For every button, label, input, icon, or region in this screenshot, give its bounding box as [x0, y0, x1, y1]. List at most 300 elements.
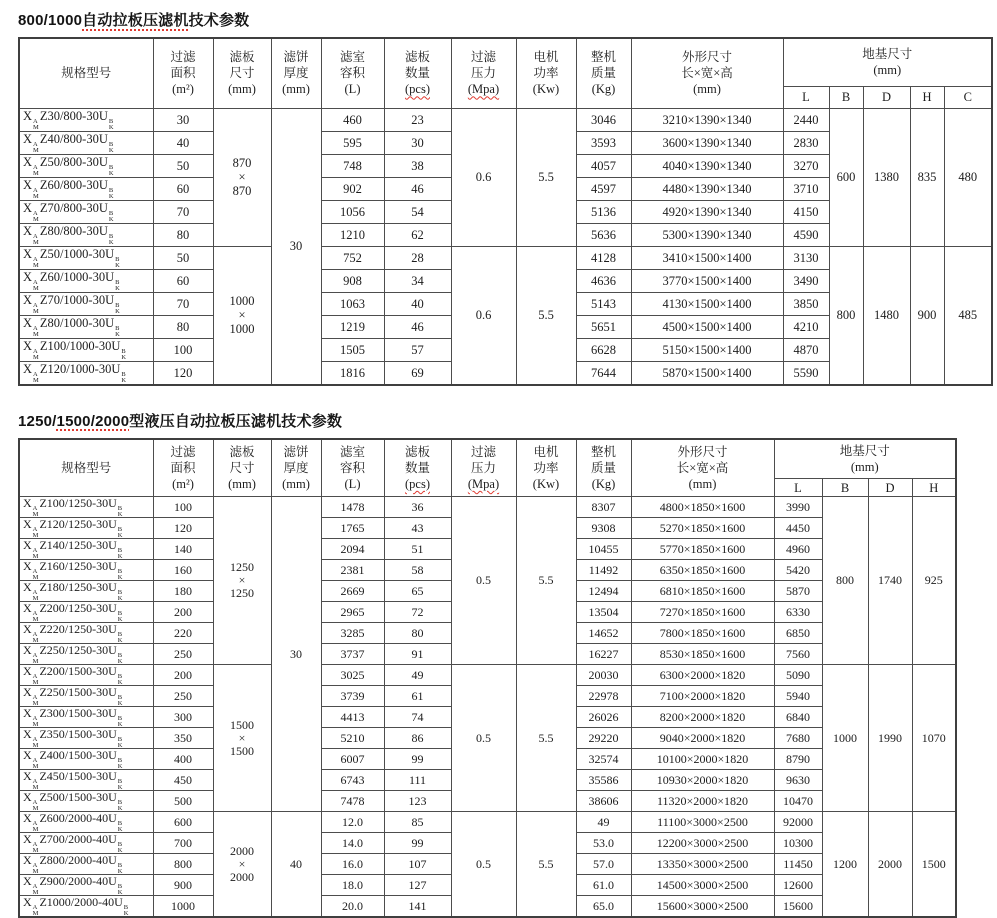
- model-cell: X A M Z40/800-30U B K: [19, 131, 153, 154]
- value-cell: 141: [384, 896, 451, 918]
- value-cell: 35586: [576, 770, 631, 791]
- value-cell: 5870: [774, 581, 822, 602]
- model-affix: B K: [124, 905, 129, 916]
- unit-label: (pcs): [405, 477, 430, 491]
- model-affix: A M: [33, 737, 39, 748]
- value-cell: 40: [384, 292, 451, 315]
- value-cell: 0.5: [451, 497, 516, 665]
- model-affix: B K: [121, 349, 126, 360]
- value-cell: 4636: [576, 269, 631, 292]
- model-cell: X A M Z900/2000-40U B K: [19, 875, 153, 896]
- value-cell: 30: [153, 108, 213, 131]
- value-cell: 4450: [774, 518, 822, 539]
- value-cell: 1200: [822, 812, 868, 918]
- model-affix: A M: [33, 695, 39, 706]
- value-cell: 111: [384, 770, 451, 791]
- value-cell: 3737: [321, 644, 384, 665]
- value-cell: 13350×3000×2500: [631, 854, 774, 875]
- value-cell: 600: [153, 812, 213, 833]
- model-affix: B K: [118, 506, 123, 517]
- value-cell: 3739: [321, 686, 384, 707]
- value-cell: 5150×1500×1400: [631, 338, 783, 361]
- value-cell: 20030: [576, 665, 631, 686]
- col-header-B: B: [822, 479, 868, 497]
- value-cell: 10455: [576, 539, 631, 560]
- model-affix: A M: [33, 119, 39, 130]
- value-cell: 72: [384, 602, 451, 623]
- model-affix: A M: [33, 569, 39, 580]
- value-cell: 5651: [576, 315, 631, 338]
- model-cell: X A M Z120/1000-30U B K: [19, 361, 153, 385]
- table1-title: [18, 0, 997, 30]
- value-cell: 8307: [576, 497, 631, 518]
- model-cell: X A M Z1000/2000-40U B K: [19, 896, 153, 918]
- value-cell: 34: [384, 269, 451, 292]
- value-cell: 1000 × 1000: [213, 246, 271, 385]
- model-cell: X A M Z500/1500-30U B K: [19, 791, 153, 812]
- col-header-cake: 滤饼 厚度 (mm): [271, 38, 321, 108]
- model-affix: B K: [118, 800, 123, 811]
- value-cell: 38606: [576, 791, 631, 812]
- value-cell: 2965: [321, 602, 384, 623]
- value-cell: 86: [384, 728, 451, 749]
- value-cell: 30: [271, 497, 321, 812]
- value-cell: 5770×1850×1600: [631, 539, 774, 560]
- model-cell: X A M Z160/1250-30U B K: [19, 560, 153, 581]
- value-cell: 57: [384, 338, 451, 361]
- value-cell: 1250 × 1250: [213, 497, 271, 665]
- value-cell: 100: [153, 338, 213, 361]
- col-header-weight: 整机 质量 (Kg): [576, 38, 631, 108]
- value-cell: 1816: [321, 361, 384, 385]
- model-affix: A M: [33, 211, 39, 222]
- col-header-pressure: 过滤 压力 (Mpa): [451, 38, 516, 108]
- value-cell: 80: [384, 623, 451, 644]
- value-cell: 908: [321, 269, 384, 292]
- model-affix: A M: [33, 842, 39, 853]
- unit-label: (L): [345, 477, 361, 491]
- col-header-H: H: [912, 479, 956, 497]
- value-cell: 50: [153, 246, 213, 269]
- model-cell: X A M Z300/1500-30U B K: [19, 707, 153, 728]
- model-cell: X A M Z140/1250-30U B K: [19, 539, 153, 560]
- value-cell: 5090: [774, 665, 822, 686]
- value-cell: 4597: [576, 177, 631, 200]
- value-cell: 800: [153, 854, 213, 875]
- value-cell: 18.0: [321, 875, 384, 896]
- value-cell: 5136: [576, 200, 631, 223]
- value-cell: 300: [153, 707, 213, 728]
- model-affix: A M: [33, 821, 39, 832]
- model-affix: A M: [33, 674, 39, 685]
- value-cell: 6840: [774, 707, 822, 728]
- model-affix: B K: [118, 884, 123, 895]
- value-cell: 74: [384, 707, 451, 728]
- value-cell: 10100×2000×1820: [631, 749, 774, 770]
- value-cell: 36: [384, 497, 451, 518]
- model-affix: B K: [121, 372, 126, 383]
- value-cell: 2830: [783, 131, 829, 154]
- value-cell: 49: [384, 665, 451, 686]
- value-cell: 1740: [868, 497, 912, 665]
- value-cell: 60: [153, 177, 213, 200]
- value-cell: 51: [384, 539, 451, 560]
- value-cell: 60: [153, 269, 213, 292]
- model-affix: B K: [109, 142, 114, 153]
- value-cell: 460: [321, 108, 384, 131]
- value-cell: 5.5: [516, 497, 576, 665]
- model-affix: B K: [118, 779, 123, 790]
- model-cell: X A M Z120/1250-30U B K: [19, 518, 153, 539]
- model-cell: X A M Z70/800-30U B K: [19, 200, 153, 223]
- unit-label: (Mpa): [468, 477, 499, 491]
- value-cell: 752: [321, 246, 384, 269]
- value-cell: 0.6: [451, 108, 516, 246]
- value-cell: 14.0: [321, 833, 384, 854]
- spec-row: [19, 665, 956, 686]
- model-affix: B K: [109, 165, 114, 176]
- model-affix: A M: [33, 372, 39, 383]
- model-affix: B K: [109, 211, 114, 222]
- model-cell: X A M Z400/1500-30U B K: [19, 749, 153, 770]
- value-cell: 53.0: [576, 833, 631, 854]
- value-cell: 3270: [783, 154, 829, 177]
- model-affix: A M: [33, 905, 39, 916]
- col-header-B: B: [829, 86, 863, 108]
- col-header-D: D: [868, 479, 912, 497]
- title1-segment-marked: 自动拉板压滤机: [82, 12, 188, 29]
- col-header-H: H: [910, 86, 944, 108]
- value-cell: 1480: [863, 246, 910, 385]
- model-affix: A M: [33, 758, 39, 769]
- value-cell: 200: [153, 665, 213, 686]
- value-cell: 180: [153, 581, 213, 602]
- spec-row: [19, 108, 992, 131]
- model-cell: X A M Z200/1250-30U B K: [19, 602, 153, 623]
- value-cell: 120: [153, 518, 213, 539]
- model-affix: A M: [33, 303, 39, 314]
- value-cell: 7644: [576, 361, 631, 385]
- value-cell: 32574: [576, 749, 631, 770]
- col-header-area: 过滤 面积 (m²): [153, 439, 213, 497]
- model-affix: A M: [33, 165, 39, 176]
- col-header-L: L: [783, 86, 829, 108]
- value-cell: 4590: [783, 223, 829, 246]
- value-cell: 16.0: [321, 854, 384, 875]
- model-affix: A M: [33, 142, 39, 153]
- value-cell: 1000: [822, 665, 868, 812]
- value-cell: 99: [384, 749, 451, 770]
- value-cell: 12600: [774, 875, 822, 896]
- value-cell: 10470: [774, 791, 822, 812]
- value-cell: 70: [153, 200, 213, 223]
- value-cell: 748: [321, 154, 384, 177]
- value-cell: 57.0: [576, 854, 631, 875]
- value-cell: 3600×1390×1340: [631, 131, 783, 154]
- model-cell: X A M Z200/1500-30U B K: [19, 665, 153, 686]
- value-cell: 6810×1850×1600: [631, 581, 774, 602]
- title2-segment-marked: 1500/2000: [57, 413, 130, 430]
- model-cell: X A M Z600/2000-40U B K: [19, 812, 153, 833]
- value-cell: 0.5: [451, 665, 516, 812]
- model-affix: A M: [33, 779, 39, 790]
- spec-row: [19, 246, 992, 269]
- model-cell: X A M Z700/2000-40U B K: [19, 833, 153, 854]
- title1-segment-post: 技术参数: [189, 12, 250, 29]
- value-cell: 30: [271, 108, 321, 385]
- value-cell: 28: [384, 246, 451, 269]
- col-header-count: 滤板 数量 (pcs): [384, 38, 451, 108]
- value-cell: 92000: [774, 812, 822, 833]
- value-cell: 3410×1500×1400: [631, 246, 783, 269]
- value-cell: 99: [384, 833, 451, 854]
- table-800-1000-params: [18, 37, 993, 386]
- value-cell: 11320×2000×1820: [631, 791, 774, 812]
- col-header-model: 规格型号: [19, 439, 153, 497]
- value-cell: 43: [384, 518, 451, 539]
- value-cell: 8200×2000×1820: [631, 707, 774, 728]
- col-header-count: 滤板 数量 (pcs): [384, 439, 451, 497]
- value-cell: 4870: [783, 338, 829, 361]
- value-cell: 12494: [576, 581, 631, 602]
- value-cell: 1990: [868, 665, 912, 812]
- value-cell: 6628: [576, 338, 631, 361]
- value-cell: 200: [153, 602, 213, 623]
- value-cell: 1765: [321, 518, 384, 539]
- unit-label: (Kw): [533, 477, 559, 491]
- value-cell: 20.0: [321, 896, 384, 918]
- value-cell: 4960: [774, 539, 822, 560]
- value-cell: 30: [384, 131, 451, 154]
- value-cell: 46: [384, 177, 451, 200]
- model-affix: A M: [33, 280, 39, 291]
- value-cell: 6850: [774, 623, 822, 644]
- model-affix: B K: [118, 674, 123, 685]
- unit-label: (mm): [282, 82, 310, 96]
- value-cell: 4413: [321, 707, 384, 728]
- value-cell: 100: [153, 497, 213, 518]
- value-cell: 5300×1390×1340: [631, 223, 783, 246]
- col-header-dims: 外形尺寸 长×宽×高 (mm): [631, 439, 774, 497]
- value-cell: 700: [153, 833, 213, 854]
- title1-segment-pre: 800/1000: [18, 12, 82, 29]
- value-cell: 250: [153, 686, 213, 707]
- unit-label: (L): [345, 82, 361, 96]
- value-cell: 40: [153, 131, 213, 154]
- value-cell: 61.0: [576, 875, 631, 896]
- title2-segment-post: 型液压自动拉板压滤机技术参数: [129, 413, 342, 430]
- model-cell: X A M Z450/1500-30U B K: [19, 770, 153, 791]
- model-affix: B K: [118, 758, 123, 769]
- model-cell: X A M Z250/1250-30U B K: [19, 644, 153, 665]
- value-cell: 15600: [774, 896, 822, 918]
- value-cell: 61: [384, 686, 451, 707]
- model-cell: X A M Z60/800-30U B K: [19, 177, 153, 200]
- value-cell: 900: [153, 875, 213, 896]
- value-cell: 350: [153, 728, 213, 749]
- value-cell: 1063: [321, 292, 384, 315]
- model-cell: X A M Z80/800-30U B K: [19, 223, 153, 246]
- value-cell: 5.5: [516, 108, 576, 246]
- model-affix: B K: [109, 188, 114, 199]
- model-affix: A M: [33, 506, 39, 517]
- col-header-cake: 滤饼 厚度 (mm): [271, 439, 321, 497]
- value-cell: 14652: [576, 623, 631, 644]
- value-cell: 62: [384, 223, 451, 246]
- model-affix: A M: [33, 800, 39, 811]
- value-cell: 8530×1850×1600: [631, 644, 774, 665]
- model-affix: B K: [115, 326, 120, 337]
- model-affix: A M: [33, 527, 39, 538]
- model-cell: X A M Z220/1250-30U B K: [19, 623, 153, 644]
- value-cell: 1380: [863, 108, 910, 246]
- value-cell: 6330: [774, 602, 822, 623]
- value-cell: 450: [153, 770, 213, 791]
- model-affix: A M: [33, 653, 39, 664]
- value-cell: 80: [153, 315, 213, 338]
- model-cell: X A M Z180/1250-30U B K: [19, 581, 153, 602]
- unit-label: (Kg): [592, 82, 616, 96]
- value-cell: 1070: [912, 665, 956, 812]
- value-cell: 26026: [576, 707, 631, 728]
- col-header-foundation: 地基尺寸 (mm): [783, 38, 992, 86]
- value-cell: 500: [153, 791, 213, 812]
- model-affix: A M: [33, 349, 39, 360]
- model-affix: B K: [115, 280, 120, 291]
- value-cell: 5420: [774, 560, 822, 581]
- model-cell: X A M Z250/1500-30U B K: [19, 686, 153, 707]
- col-header-area: 过滤 面积 (m²): [153, 38, 213, 108]
- value-cell: 46: [384, 315, 451, 338]
- value-cell: 3046: [576, 108, 631, 131]
- value-cell: 15600×3000×2500: [631, 896, 774, 918]
- model-affix: A M: [33, 632, 39, 643]
- table2-title: [18, 386, 997, 431]
- model-affix: A M: [33, 257, 39, 268]
- model-affix: A M: [33, 188, 39, 199]
- value-cell: 6743: [321, 770, 384, 791]
- value-cell: 9308: [576, 518, 631, 539]
- value-cell: 5590: [783, 361, 829, 385]
- value-cell: 3490: [783, 269, 829, 292]
- col-header-foundation: 地基尺寸 (mm): [774, 439, 956, 479]
- value-cell: 600: [829, 108, 863, 246]
- value-cell: 5636: [576, 223, 631, 246]
- value-cell: 1478: [321, 497, 384, 518]
- model-affix: A M: [33, 326, 39, 337]
- value-cell: 6300×2000×1820: [631, 665, 774, 686]
- value-cell: 900: [910, 246, 944, 385]
- model-affix: A M: [33, 863, 39, 874]
- value-cell: 4500×1500×1400: [631, 315, 783, 338]
- unit-label: (mm): [282, 477, 310, 491]
- value-cell: 0.5: [451, 812, 516, 918]
- value-cell: 7100×2000×1820: [631, 686, 774, 707]
- value-cell: 10300: [774, 833, 822, 854]
- table1-body: [19, 108, 992, 385]
- value-cell: 2000 × 2000: [213, 812, 271, 918]
- model-affix: B K: [118, 569, 123, 580]
- value-cell: 2381: [321, 560, 384, 581]
- unit-label: (mm): [693, 82, 721, 96]
- unit-label: (mm): [689, 477, 717, 491]
- value-cell: 1000: [153, 896, 213, 918]
- value-cell: 9040×2000×1820: [631, 728, 774, 749]
- title2-segment-pre: 1250/: [18, 413, 57, 430]
- value-cell: 49: [576, 812, 631, 833]
- value-cell: 80: [153, 223, 213, 246]
- model-cell: X A M Z80/1000-30U B K: [19, 315, 153, 338]
- value-cell: 50: [153, 154, 213, 177]
- unit-label: (mm): [228, 477, 256, 491]
- value-cell: 3710: [783, 177, 829, 200]
- value-cell: 7800×1850×1600: [631, 623, 774, 644]
- value-cell: 69: [384, 361, 451, 385]
- value-cell: 85: [384, 812, 451, 833]
- model-affix: B K: [118, 695, 123, 706]
- value-cell: 40: [271, 812, 321, 918]
- value-cell: 54: [384, 200, 451, 223]
- value-cell: 12.0: [321, 812, 384, 833]
- model-affix: B K: [118, 842, 123, 853]
- value-cell: 123: [384, 791, 451, 812]
- model-affix: B K: [118, 821, 123, 832]
- model-cell: X A M Z70/1000-30U B K: [19, 292, 153, 315]
- model-cell: X A M Z800/2000-40U B K: [19, 854, 153, 875]
- col-header-weight: 整机 质量 (Kg): [576, 439, 631, 497]
- model-affix: B K: [118, 590, 123, 601]
- value-cell: 140: [153, 539, 213, 560]
- value-cell: 3285: [321, 623, 384, 644]
- value-cell: 2440: [783, 108, 829, 131]
- col-header-power: 电机 功率 (Kw): [516, 439, 576, 497]
- value-cell: 5940: [774, 686, 822, 707]
- model-affix: B K: [118, 611, 123, 622]
- value-cell: 0.6: [451, 246, 516, 385]
- value-cell: 595: [321, 131, 384, 154]
- value-cell: 1500 × 1500: [213, 665, 271, 812]
- value-cell: 5.5: [516, 812, 576, 918]
- value-cell: 3990: [774, 497, 822, 518]
- value-cell: 7560: [774, 644, 822, 665]
- model-affix: B K: [118, 863, 123, 874]
- value-cell: 902: [321, 177, 384, 200]
- table2-body: [19, 497, 956, 918]
- value-cell: 6350×1850×1600: [631, 560, 774, 581]
- value-cell: 925: [912, 497, 956, 665]
- model-affix: B K: [118, 527, 123, 538]
- value-cell: 1056: [321, 200, 384, 223]
- value-cell: 4130×1500×1400: [631, 292, 783, 315]
- value-cell: 5.5: [516, 246, 576, 385]
- value-cell: 800: [822, 497, 868, 665]
- table1-head: [19, 38, 992, 108]
- value-cell: 870 × 870: [213, 108, 271, 246]
- model-cell: X A M Z50/1000-30U B K: [19, 246, 153, 269]
- unit-label: (mm): [228, 82, 256, 96]
- model-cell: X A M Z50/800-30U B K: [19, 154, 153, 177]
- col-header-model: 规格型号: [19, 38, 153, 108]
- value-cell: 7270×1850×1600: [631, 602, 774, 623]
- model-affix: A M: [33, 234, 39, 245]
- model-affix: A M: [33, 590, 39, 601]
- value-cell: 4920×1390×1340: [631, 200, 783, 223]
- model-cell: X A M Z100/1000-30U B K: [19, 338, 153, 361]
- col-header-power: 电机 功率 (Kw): [516, 38, 576, 108]
- unit-label: (m²): [172, 82, 194, 96]
- model-affix: B K: [118, 716, 123, 727]
- col-header-plate: 滤板 尺寸 (mm): [213, 439, 271, 497]
